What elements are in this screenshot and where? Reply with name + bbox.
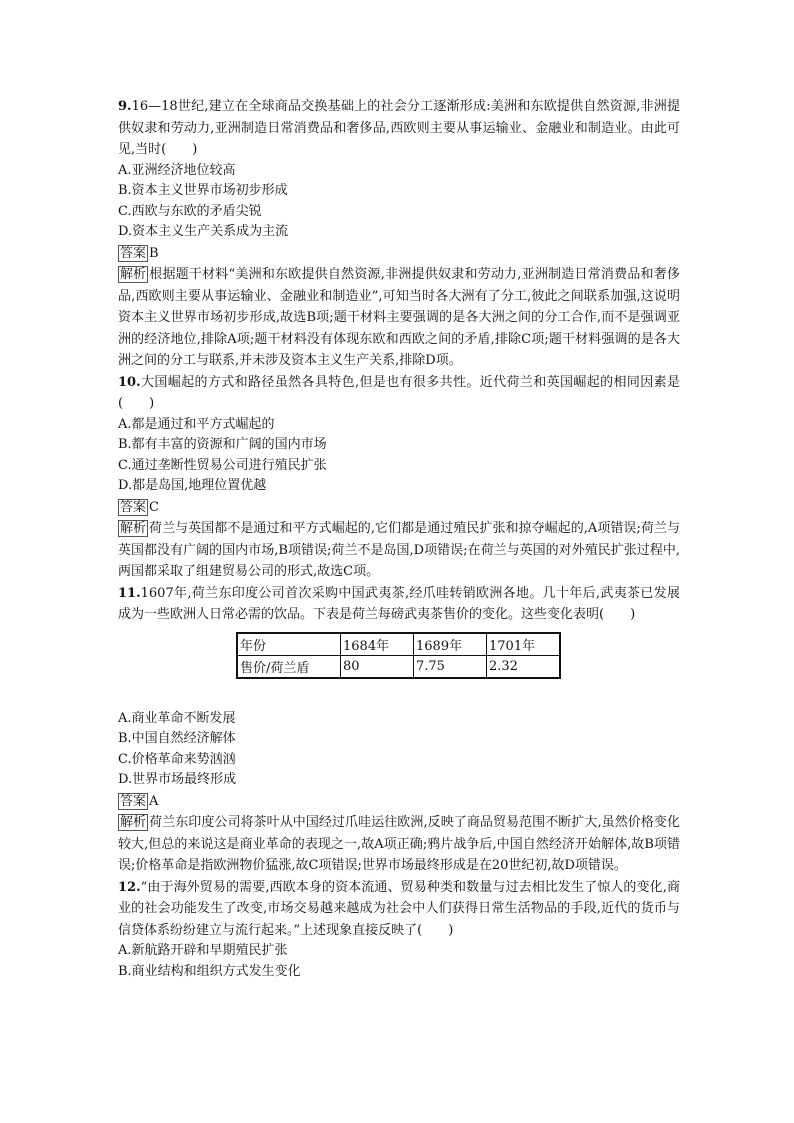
table-header-row xyxy=(237,633,560,656)
answer-label: 答案 xyxy=(120,245,147,261)
option-b: B.商业结构和组织方式发生变化 xyxy=(118,963,301,979)
table-cell: 售价/荷兰盾 xyxy=(237,655,341,678)
document-page xyxy=(118,96,680,982)
question-stem: 9.16—18世纪,建立在全球商品交换基础上的社会分工逐渐形成:美洲和东欧提供自然资源,非洲提供奴隶和劳动力,亚洲制造日常消费品和奢侈品,西欧则主要从事运输业、金融业和制造业。由此可见,当时( ) xyxy=(118,99,680,157)
analysis: 解析 根据题干材料“美洲和东欧提供自然资源,非洲提供奴隶和劳动力,亚洲制造日常消费品和奢侈品,西欧则主要从事运输业、金融业和制造业”,可知当时各大洲有了分工,彼此之间联系加强,这说明资本主义世界市场初步形成,故选B项;题干材料主要强调的是各大洲之间的分工合作,而不是强调亚洲的经济地位,排除A项;题干材料没有体现东欧和西欧之间的矛盾,排除C项;题干材料强调的是各大洲之间的分工与联系,并未涉及资本主义生产关系,排除D项。 xyxy=(118,267,680,368)
option-d: D.世界市场最终形成 xyxy=(118,772,237,787)
option-b: B.资本主义世界市场初步形成 xyxy=(118,183,288,198)
option-d: D.资本主义生产关系成为主流 xyxy=(118,224,289,239)
option-a: A.都是通过和平方式崛起的 xyxy=(118,416,275,432)
analysis-label: 解析 xyxy=(120,815,147,830)
question-9 xyxy=(118,96,680,372)
option-c: C.通过垄断性贸易公司进行殖民扩张 xyxy=(118,457,327,473)
table-row xyxy=(237,655,560,678)
option-c: C.价格革命来势汹汹 xyxy=(118,751,236,767)
answer-value: B xyxy=(149,245,159,261)
option-b: B.都有丰富的资源和广阔的国内市场 xyxy=(118,437,327,452)
table-cell: 7.75 xyxy=(414,655,487,678)
table-cell: 1701年 xyxy=(487,633,561,656)
answer-value: A xyxy=(149,793,159,809)
option-a: A.亚洲经济地位较高 xyxy=(118,162,236,178)
answer-label: 答案 xyxy=(120,499,147,515)
table-cell: 年份 xyxy=(237,633,341,656)
analysis: 解析 荷兰东印度公司将茶叶从中国经过爪哇运往欧洲,反映了商品贸易范围不断扩大,虽然价格变化较大,但总的来说这是商业革命的表现之一,故A项正确;鸦片战争后,中国自然经济开始解体,故B项错误;价格革命是指欧洲物价猛涨,故C项错误;世界市场最终形成是在20世纪初,故D项错误。 xyxy=(118,815,680,873)
question-stem: 12.“由于海外贸易的需要,西欧本身的资本流通、贸易种类和数量与过去相比发生了惊人的变化,商业的社会功能发生了改变,市场交易越来越成为社会中人们获得日常生活物品的手段,近代的货币与信贷体系纷纷建立与流行起来。”上述现象直接反映了( ) xyxy=(118,879,680,938)
option-a: A.商业革命不断发展 xyxy=(118,710,236,726)
table-cell: 2.32 xyxy=(487,655,561,678)
option-a: A.新航路开辟和早期殖民扩张 xyxy=(118,943,288,958)
answer-value: C xyxy=(149,499,159,515)
question-stem: 11.1607年,荷兰东印度公司首次采购中国武夷茶,经爪哇转销欧洲各地。几十年后,武夷茶已发展成为一些欧洲人日常必需的饮品。下表是荷兰每磅武夷茶售价的变化。这些变化表明( ) xyxy=(118,585,680,622)
analysis-label: 解析 xyxy=(120,267,147,282)
question-10 xyxy=(118,372,680,583)
question-stem: 10.大国崛起的方式和路径虽然各具特色,但是也有很多共性。近代荷兰和英国崛起的相同因素是( ) xyxy=(118,374,680,411)
analysis-label: 解析 xyxy=(120,521,147,536)
question-12 xyxy=(118,877,680,983)
option-c: C.西欧与东欧的矛盾尖锐 xyxy=(118,203,262,219)
question-number: 10. xyxy=(118,374,141,390)
question-11 xyxy=(118,583,680,877)
answer-line xyxy=(118,497,680,519)
option-b: B.中国自然经济解体 xyxy=(118,731,236,746)
answer-line xyxy=(118,243,680,265)
table-cell: 1684年 xyxy=(341,633,414,656)
analysis: 解析 荷兰与英国都不是通过和平方式崛起的,它们都是通过殖民扩张和掠夺崛起的,A项错误;荷兰与英国都没有广阔的国内市场,B项错误;荷兰不是岛国,D项错误;在荷兰与英国的对外殖民扩张过程中,两国都采取了组建贸易公司的形式,故选C项。 xyxy=(118,521,680,579)
table-cell: 1689年 xyxy=(414,633,487,656)
question-number: 9. xyxy=(118,99,132,114)
price-table xyxy=(236,632,561,679)
table-cell: 80 xyxy=(341,655,414,678)
question-number: 11. xyxy=(118,585,141,601)
answer-label: 答案 xyxy=(120,793,147,809)
question-number: 12. xyxy=(118,879,141,895)
answer-line xyxy=(118,791,680,813)
option-d: D.都是岛国,地理位置优越 xyxy=(118,478,267,493)
